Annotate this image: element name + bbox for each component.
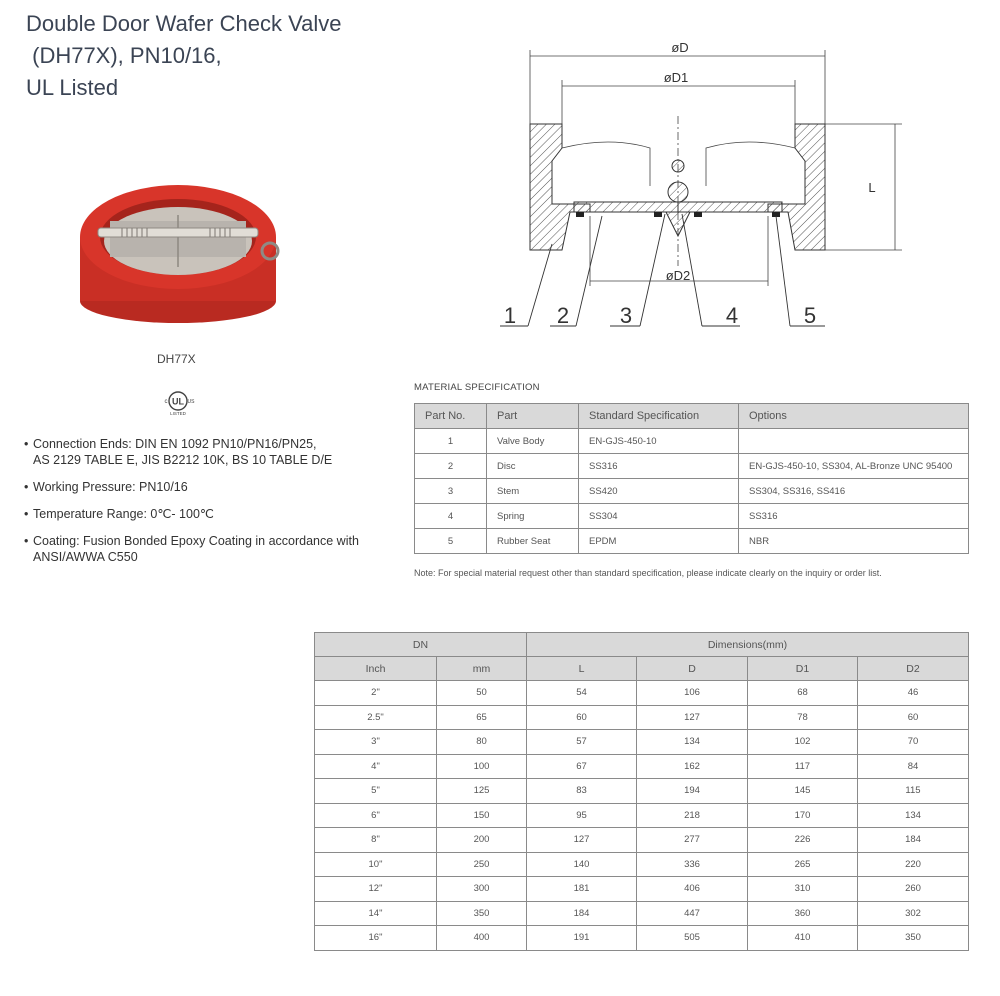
table-cell: 3	[415, 479, 487, 504]
table-cell: SS304	[579, 504, 739, 529]
cross-section-drawing	[490, 36, 910, 336]
table-cell: 54	[527, 681, 637, 706]
table-cell: 300	[437, 877, 527, 902]
table-row	[315, 803, 969, 828]
table-cell: 57	[527, 730, 637, 755]
table-cell: NBR	[739, 529, 969, 554]
table-row	[315, 926, 969, 951]
table-cell: 4"	[315, 754, 437, 779]
table-cell: 134	[858, 803, 969, 828]
table-cell: 2"	[315, 681, 437, 706]
ul-right-text: US	[187, 399, 195, 405]
title-line-3: UL Listed	[26, 75, 119, 100]
column-header: L	[527, 657, 637, 681]
table-row	[315, 730, 969, 755]
table-cell: 194	[637, 779, 748, 804]
table-row	[415, 429, 969, 454]
feature-item: • Working Pressure: PN10/16	[24, 480, 188, 494]
table-cell: 3"	[315, 730, 437, 755]
table-cell: 6"	[315, 803, 437, 828]
table-cell: 310	[748, 877, 858, 902]
table-cell: 80	[437, 730, 527, 755]
table-row	[415, 529, 969, 554]
table-cell: 1	[415, 429, 487, 454]
dimensions-table	[314, 632, 969, 951]
group-header-dimensions: Dimensions(mm)	[527, 633, 969, 657]
table-cell: 336	[637, 852, 748, 877]
table-cell	[739, 429, 969, 454]
table-row	[415, 504, 969, 529]
table-cell: 162	[637, 754, 748, 779]
table-cell: Valve Body	[487, 429, 579, 454]
table-cell: 150	[437, 803, 527, 828]
column-header: D	[637, 657, 748, 681]
callout-5: 5	[803, 303, 817, 328]
table-row	[315, 681, 969, 706]
table-cell: Rubber Seat	[487, 529, 579, 554]
table-cell: 218	[637, 803, 748, 828]
table-cell: 65	[437, 705, 527, 730]
table-cell: 2.5"	[315, 705, 437, 730]
table-cell: 265	[748, 852, 858, 877]
table-cell: 102	[748, 730, 858, 755]
table-cell: 191	[527, 926, 637, 951]
callout-2: 2	[556, 303, 570, 328]
table-cell: 60	[858, 705, 969, 730]
column-header: Part No.	[415, 404, 487, 429]
feature-list	[24, 436, 359, 576]
title-line-1: Double Door Wafer Check Valve	[26, 11, 342, 36]
table-group-header-row	[315, 633, 969, 657]
dim-label-D: øD	[671, 40, 689, 55]
feature-item: • Temperature Range: 0℃- 100℃	[24, 507, 214, 521]
table-cell: 70	[858, 730, 969, 755]
column-header: mm	[437, 657, 527, 681]
table-cell: 5	[415, 529, 487, 554]
table-header-row	[315, 657, 969, 681]
table-row	[415, 479, 969, 504]
table-cell: 84	[858, 754, 969, 779]
table-header-row	[415, 404, 969, 429]
table-cell: 83	[527, 779, 637, 804]
column-header: D1	[748, 657, 858, 681]
dim-label-L: L	[868, 180, 876, 195]
table-cell: 2	[415, 454, 487, 479]
table-cell: 410	[748, 926, 858, 951]
column-header: Inch	[315, 657, 437, 681]
table-row	[415, 454, 969, 479]
table-cell: Disc	[487, 454, 579, 479]
table-row	[315, 754, 969, 779]
table-cell: 12"	[315, 877, 437, 902]
page-title	[26, 8, 341, 104]
table-cell: SS304, SS316, SS416	[739, 479, 969, 504]
table-cell: 184	[858, 828, 969, 853]
table-cell: 8"	[315, 828, 437, 853]
table-cell: 46	[858, 681, 969, 706]
table-cell: 140	[527, 852, 637, 877]
table-cell: 68	[748, 681, 858, 706]
table-cell: 145	[748, 779, 858, 804]
table-cell: 350	[437, 901, 527, 926]
table-row	[315, 877, 969, 902]
material-spec-title: MATERIAL SPECIFICATION	[414, 382, 540, 393]
ul-left-text: c	[164, 399, 168, 405]
feature-item: • Connection Ends: DIN EN 1092 PN10/PN16/PN25, AS 2129 TABLE E, JIS B2212 10K, BS 10 TABLE D/E	[24, 437, 333, 467]
table-row	[315, 705, 969, 730]
valve-photo	[70, 175, 295, 325]
material-spec-table	[414, 403, 969, 554]
table-cell: EN-GJS-450-10	[579, 429, 739, 454]
table-cell: 100	[437, 754, 527, 779]
callout-3: 3	[619, 303, 633, 328]
table-cell: 106	[637, 681, 748, 706]
table-cell: 10"	[315, 852, 437, 877]
table-cell: 400	[437, 926, 527, 951]
table-cell: SS316	[739, 504, 969, 529]
table-cell: 5"	[315, 779, 437, 804]
table-cell: 78	[748, 705, 858, 730]
table-cell: 170	[748, 803, 858, 828]
table-cell: 406	[637, 877, 748, 902]
title-line-2: (DH77X), PN10/16,	[26, 43, 222, 68]
dim-label-D2: øD2	[665, 268, 691, 283]
ul-bottom-text: LISTED	[170, 411, 186, 416]
table-cell: EN-GJS-450-10, SS304, AL-Bronze UNC 95400	[739, 454, 969, 479]
table-cell: 277	[637, 828, 748, 853]
group-header-dn: DN	[315, 633, 527, 657]
table-cell: 200	[437, 828, 527, 853]
table-cell: 115	[858, 779, 969, 804]
column-header: Standard Specification	[579, 404, 739, 429]
material-note: Note: For special material request other than standard specification, please indicate clearly on the inquiry or order list.	[414, 568, 882, 578]
table-cell: 184	[527, 901, 637, 926]
model-label: DH77X	[157, 352, 196, 366]
table-cell: 226	[748, 828, 858, 853]
table-cell: 95	[527, 803, 637, 828]
feature-item: • Coating: Fusion Bonded Epoxy Coating in accordance with ANSI/AWWA C550	[24, 534, 359, 564]
table-cell: 125	[437, 779, 527, 804]
table-cell: 250	[437, 852, 527, 877]
column-header: Part	[487, 404, 579, 429]
table-cell: 16"	[315, 926, 437, 951]
table-row	[315, 828, 969, 853]
table-cell: 260	[858, 877, 969, 902]
ul-listed-logo	[160, 390, 196, 416]
table-cell: 60	[527, 705, 637, 730]
table-cell: 134	[637, 730, 748, 755]
table-row	[315, 901, 969, 926]
table-cell: 4	[415, 504, 487, 529]
table-cell: 117	[748, 754, 858, 779]
column-header: Options	[739, 404, 969, 429]
table-cell: 350	[858, 926, 969, 951]
table-cell: 360	[748, 901, 858, 926]
table-cell: 302	[858, 901, 969, 926]
table-cell: Stem	[487, 479, 579, 504]
table-cell: 50	[437, 681, 527, 706]
table-cell: Spring	[487, 504, 579, 529]
callout-4: 4	[725, 303, 739, 328]
table-cell: 127	[637, 705, 748, 730]
dim-label-D1: øD1	[663, 70, 689, 85]
table-cell: 505	[637, 926, 748, 951]
column-header: D2	[858, 657, 969, 681]
table-cell: 447	[637, 901, 748, 926]
table-cell: 181	[527, 877, 637, 902]
table-cell: 14"	[315, 901, 437, 926]
table-cell: EPDM	[579, 529, 739, 554]
table-row	[315, 852, 969, 877]
table-cell: SS420	[579, 479, 739, 504]
table-cell: SS316	[579, 454, 739, 479]
table-row	[315, 779, 969, 804]
table-cell: 220	[858, 852, 969, 877]
table-cell: 127	[527, 828, 637, 853]
table-cell: 67	[527, 754, 637, 779]
ul-center-text: UL	[172, 396, 184, 407]
callout-1: 1	[503, 303, 517, 328]
